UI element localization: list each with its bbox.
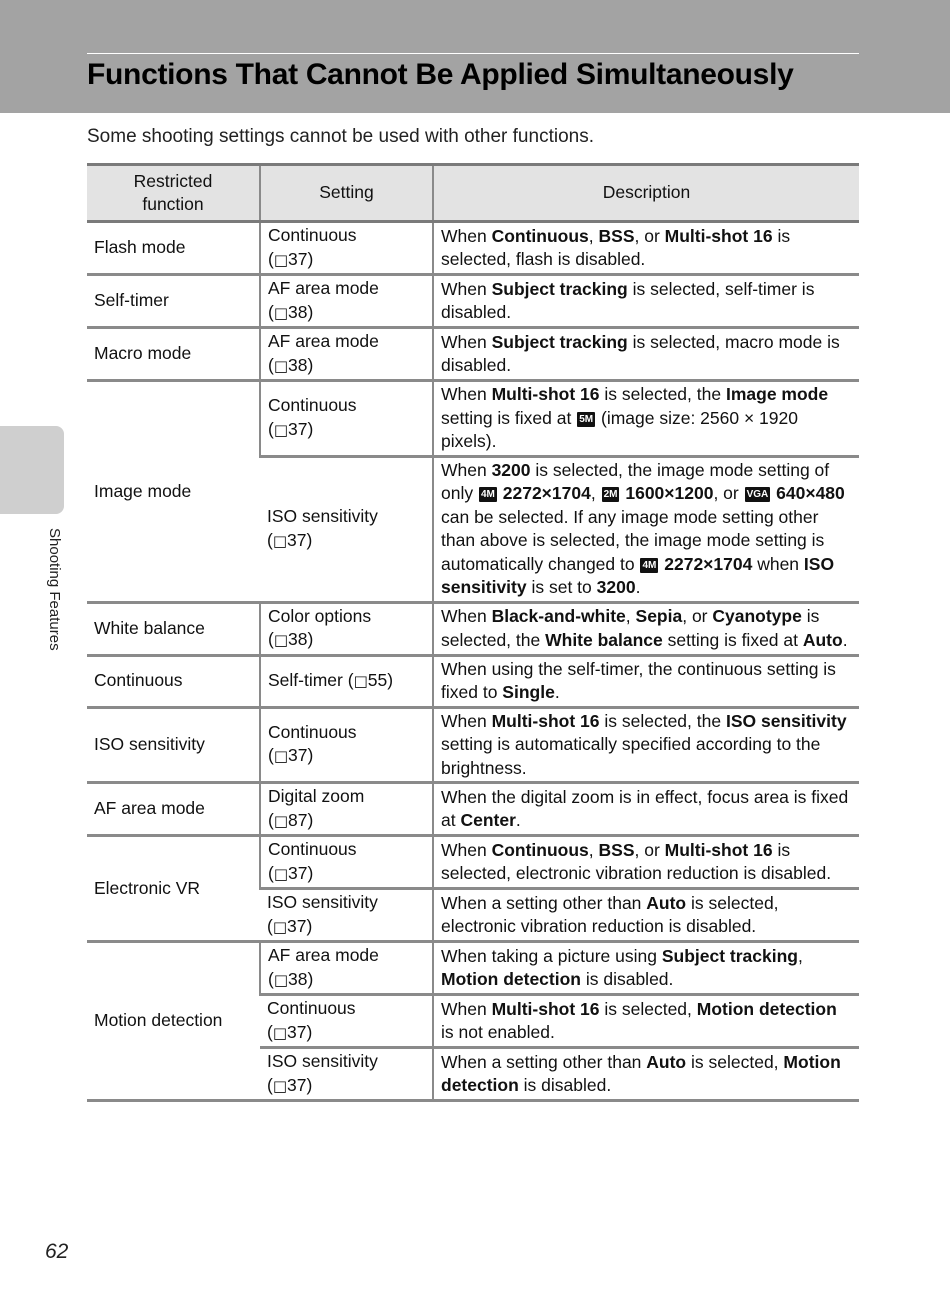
setting-keyword: White balance <box>545 629 663 650</box>
page-reference-icon: □ <box>272 917 288 936</box>
setting-keyword: Continuous <box>491 839 589 860</box>
description-text: , or <box>634 839 665 860</box>
header-rule <box>87 53 859 54</box>
page-reference: 38 <box>288 629 308 649</box>
restricted-function-cell: White balance <box>87 602 260 655</box>
page-reference-icon: □ <box>273 864 289 883</box>
setting-keyword: 3200 <box>596 577 636 597</box>
description-cell <box>433 602 859 655</box>
restricted-function-cell: Continuous <box>87 655 260 707</box>
setting-keyword: Multi-shot 16 <box>491 998 600 1019</box>
setting-keyword: Black-and-white <box>491 606 626 626</box>
page-reference-icon: □ <box>272 1076 288 1095</box>
setting-keyword: Multi-shot 16 <box>491 384 600 404</box>
description-text: , or <box>634 225 665 246</box>
page-reference: 37 <box>287 915 307 936</box>
setting-keyword: Multi-shot 16 <box>664 225 773 246</box>
setting-keyword: Single <box>502 682 555 702</box>
page-reference: 38 <box>288 301 308 322</box>
description-text: When <box>441 384 492 404</box>
description-text: when <box>752 553 804 574</box>
header-setting: Setting <box>260 165 433 222</box>
description-text: is selected, the image mode setting of only <box>441 459 830 503</box>
setting-keyword: Subject tracking <box>661 945 798 966</box>
page-reference-icon: □ <box>273 631 289 649</box>
setting-name: Self-timer <box>268 669 343 690</box>
description-text: , or <box>713 483 744 503</box>
description-text: , <box>797 945 803 966</box>
setting-name: ISO sensitivity <box>267 892 378 912</box>
setting-keyword: 1600×1200 <box>625 483 714 503</box>
image-mode-icon: 2M <box>603 489 618 500</box>
header-description: Description <box>433 165 859 222</box>
description-text: is not enabled. <box>441 1022 555 1042</box>
setting-keyword: Center <box>460 810 516 830</box>
restricted-function-cell: Image mode <box>87 381 260 603</box>
description-text: (image size: 2560 × 1920 pixels). <box>441 407 798 451</box>
setting-name: Continuous <box>268 839 357 859</box>
setting-keyword: Cyanotype <box>712 606 802 626</box>
restricted-function-cell: Electronic VR <box>87 836 260 942</box>
description-cell <box>433 381 859 457</box>
setting-cell: Continuous (□37) <box>260 836 433 889</box>
description-text: , <box>625 606 636 626</box>
page-number: 62 <box>45 1240 69 1263</box>
description-cell <box>433 222 859 275</box>
description-text: is selected, electronic vibration reduction is disabled. <box>441 839 832 883</box>
setting-keyword: Motion detection <box>441 969 581 989</box>
description-text: is selected, electronic vibration reduction is disabled. <box>441 892 779 936</box>
setting-name: ISO sensitivity <box>267 506 378 526</box>
description-text: When a setting other than <box>441 1051 647 1072</box>
page-reference: 37 <box>287 529 307 550</box>
description-text: When <box>441 839 492 860</box>
table-row <box>87 655 859 707</box>
description-cell <box>433 328 859 381</box>
page-reference-icon: □ <box>272 1023 288 1042</box>
setting-name: Continuous <box>268 395 357 416</box>
page-reference: 38 <box>288 968 308 989</box>
page-reference-icon: □ <box>272 531 288 550</box>
setting-name: Continuous <box>268 225 357 245</box>
setting-keyword: 640×480 <box>776 483 845 503</box>
setting-cell: Digital zoom (□87) <box>260 783 433 836</box>
description-cell <box>433 942 859 995</box>
setting-keyword: Multi-shot 16 <box>664 839 773 860</box>
restricted-function-cell: Self-timer <box>87 275 260 328</box>
description-text: When a setting other than <box>441 892 647 913</box>
page-title: Functions That Cannot Be Applied Simultaneously <box>87 58 794 91</box>
setting-keyword: ISO sensitivity <box>441 553 835 597</box>
restricted-function-cell: Motion detection <box>87 942 260 1101</box>
intro-text: Some shooting settings cannot be used with other functions. <box>87 126 594 147</box>
table-row <box>87 275 859 328</box>
table-body <box>87 222 859 1101</box>
image-mode-icon: 4M <box>642 559 657 571</box>
description-text: When <box>441 225 492 246</box>
setting-cell: Continuous (□37) <box>260 222 433 275</box>
table-row <box>87 783 859 836</box>
header-restricted-function: Restricted function <box>87 165 260 222</box>
image-mode-icon: 4M <box>480 489 495 500</box>
setting-cell: Continuous (□37) <box>260 995 433 1048</box>
setting-keyword: ISO sensitivity <box>725 710 847 731</box>
restricted-function-cell: ISO sensitivity <box>87 707 260 783</box>
restrictions-table <box>87 163 859 1102</box>
setting-cell: ISO sensitivity (□37) <box>260 889 433 942</box>
setting-keyword: Sepia <box>635 606 683 626</box>
setting-name: AF area mode <box>268 945 379 965</box>
description-text: . <box>515 810 521 830</box>
setting-cell: ISO sensitivity (□37) <box>260 1048 433 1101</box>
setting-name: Digital zoom <box>268 786 365 806</box>
page-reference-icon: □ <box>273 420 289 439</box>
setting-cell: AF area mode (□38) <box>260 275 433 328</box>
setting-keyword: Auto <box>646 1051 687 1072</box>
description-text: When <box>441 331 492 352</box>
description-text: . <box>554 682 560 702</box>
description-text: is selected, <box>686 1051 784 1072</box>
table-row <box>87 222 859 275</box>
description-cell <box>433 707 859 783</box>
page-reference: 37 <box>288 248 308 269</box>
setting-keyword: Multi-shot 16 <box>491 710 600 731</box>
description-text: When <box>441 606 492 626</box>
setting-cell: Continuous (□37) <box>260 381 433 457</box>
description-cell <box>433 889 859 942</box>
description-text: is disabled. <box>580 969 674 989</box>
page-reference-icon: □ <box>273 811 289 830</box>
setting-cell: AF area mode (□38) <box>260 328 433 381</box>
page-reference: 55 <box>367 669 388 690</box>
description-cell <box>433 836 859 889</box>
description-text: is selected, the <box>599 384 726 404</box>
setting-keyword: Subject tracking <box>491 278 628 299</box>
page-reference-icon: □ <box>273 356 289 375</box>
description-text: is set to <box>526 577 597 597</box>
description-text: is disabled. <box>518 1075 612 1095</box>
section-tab <box>0 426 64 514</box>
description-text: is selected, <box>599 998 697 1019</box>
image-mode-icon: 5M <box>579 413 594 425</box>
description-text: . <box>635 577 641 597</box>
description-text: When <box>441 710 492 731</box>
restricted-function-cell: Macro mode <box>87 328 260 381</box>
restricted-function-cell: AF area mode <box>87 783 260 836</box>
description-text: is selected, flash is disabled. <box>441 225 791 269</box>
description-text: When taking a picture using <box>441 945 662 966</box>
page-reference: 38 <box>288 354 308 375</box>
setting-keyword: Auto <box>646 892 687 913</box>
setting-cell: Self-timer (□55) <box>260 655 433 707</box>
page-reference: 37 <box>288 862 308 883</box>
setting-keyword: 2272×1704 <box>502 483 591 503</box>
description-text: setting is fixed at <box>662 629 803 650</box>
page-reference: 37 <box>287 1074 307 1095</box>
description-cell <box>433 456 859 602</box>
page-reference-icon: □ <box>273 303 289 322</box>
setting-keyword: BSS <box>598 225 635 246</box>
page-reference-icon: □ <box>273 970 289 989</box>
description-text: When <box>441 459 492 480</box>
description-text: , <box>590 483 601 503</box>
description-text: When using the self-timer, the continuous setting is fixed to <box>441 658 836 702</box>
setting-keyword: 2272×1704 <box>664 553 753 574</box>
setting-cell: Color options (□38) <box>260 602 433 655</box>
description-text: is selected, the <box>441 606 820 650</box>
section-label: Shooting Features <box>46 528 63 651</box>
setting-cell: Continuous (□37) <box>260 707 433 783</box>
description-text: setting is automatically specified according to the brightness. <box>441 734 821 778</box>
description-cell <box>433 275 859 328</box>
setting-keyword: Motion detection <box>696 998 837 1019</box>
table-row <box>87 602 859 655</box>
description-text: is selected, macro mode is disabled. <box>441 331 840 375</box>
page-reference: 87 <box>288 809 308 830</box>
setting-name: Continuous <box>268 721 357 742</box>
description-text: When <box>441 278 492 299</box>
description-cell <box>433 1048 859 1101</box>
description-text: , or <box>682 606 713 626</box>
page-reference: 37 <box>288 745 308 766</box>
setting-keyword: Auto <box>802 629 843 650</box>
restricted-function-cell: Flash mode <box>87 222 260 275</box>
setting-cell: ISO sensitivity (□37) <box>260 456 433 602</box>
setting-keyword: 3200 <box>491 459 531 480</box>
description-text: is selected, self-timer is disabled. <box>441 278 815 322</box>
description-text: When the digital zoom is in effect, focus area is fixed at <box>441 786 849 830</box>
description-cell <box>433 995 859 1048</box>
page-reference-icon: □ <box>353 671 368 690</box>
setting-keyword: Subject tracking <box>491 331 628 352</box>
header-band <box>0 0 950 113</box>
setting-name: Color options <box>268 605 372 626</box>
page-reference-icon: □ <box>273 250 289 269</box>
table-row <box>87 942 859 995</box>
description-text: is selected, the <box>599 710 726 731</box>
description-text: setting is fixed at <box>441 407 577 428</box>
setting-name: Continuous <box>267 998 356 1018</box>
page-reference-icon: □ <box>273 747 289 766</box>
setting-name: AF area mode <box>268 278 379 298</box>
setting-cell: AF area mode (□38) <box>260 942 433 995</box>
setting-keyword: BSS <box>598 839 635 860</box>
table-row <box>87 836 859 889</box>
description-text: When <box>441 998 492 1019</box>
setting-keyword: Image mode <box>725 384 829 404</box>
page-reference: 37 <box>288 418 308 439</box>
setting-keyword: Motion detection <box>441 1051 841 1095</box>
table-row <box>87 328 859 381</box>
description-cell <box>433 655 859 707</box>
page-reference: 37 <box>287 1021 307 1042</box>
table-header-row <box>87 165 859 222</box>
description-text: can be selected. If any image mode setting other than above is selected, the image mode setting is automatically changed to <box>441 506 825 574</box>
description-text: , <box>588 225 599 246</box>
table-row <box>87 707 859 783</box>
setting-keyword: Continuous <box>491 225 589 246</box>
description-cell <box>433 783 859 836</box>
description-text: . <box>842 629 848 650</box>
setting-name: ISO sensitivity <box>267 1051 378 1071</box>
description-text: , <box>588 839 599 860</box>
table-row <box>87 381 859 457</box>
image-mode-icon: VGA <box>746 489 769 500</box>
setting-name: AF area mode <box>268 331 379 351</box>
